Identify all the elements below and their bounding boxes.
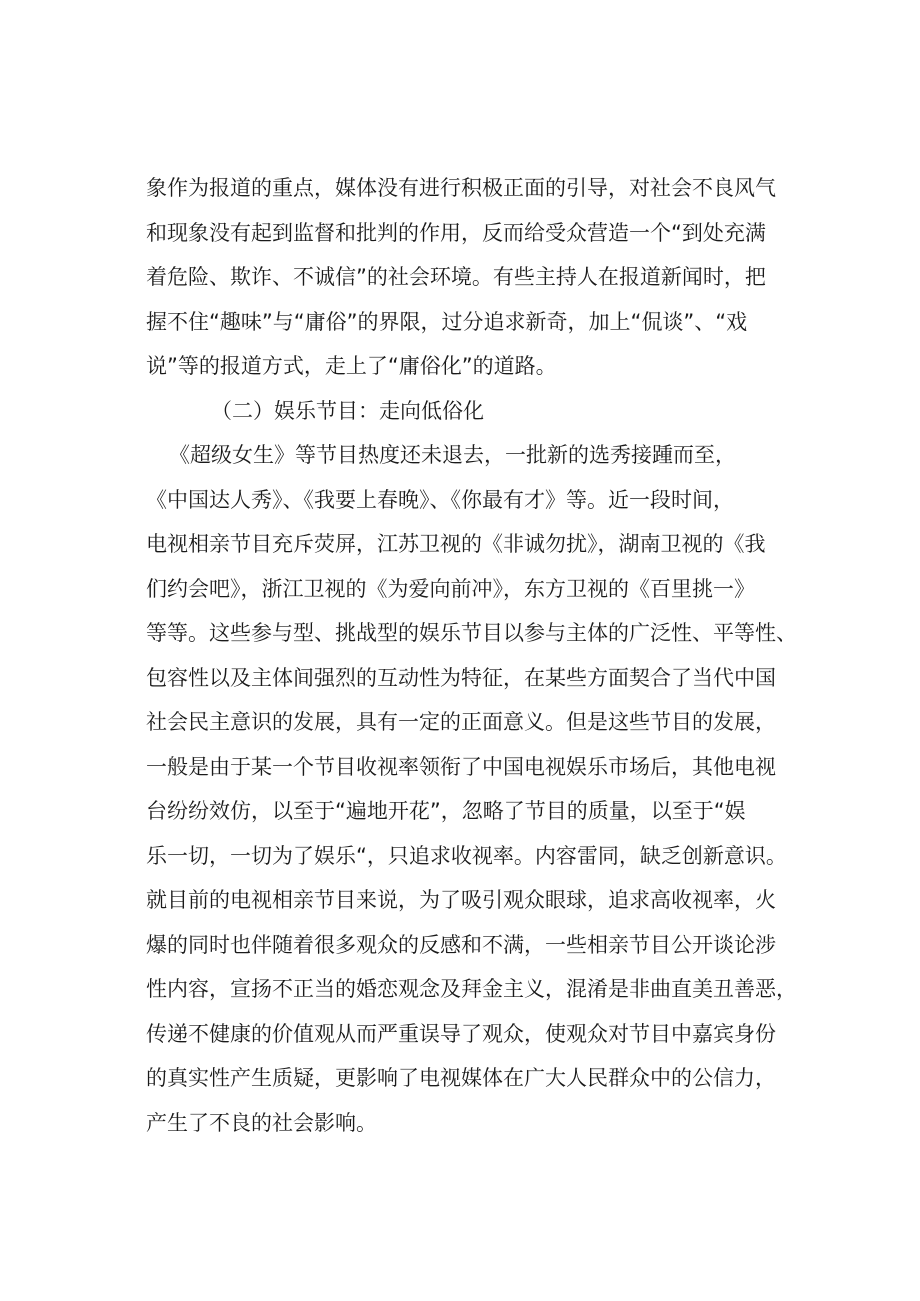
paragraph-1-line-4: 握不住“趣味”与“庸俗”的界限，过分追求新奇，加上“侃谈”、“戏 (146, 310, 748, 334)
paragraph-1-line-1: 象作为报道的重点，媒体没有进行积极正面的引导，对社会不良风气 (146, 176, 776, 200)
paragraph-2-line-6: 包容性以及主体间强烈的互动性为特征，在某些方面契合了当代中国 (146, 666, 776, 690)
paragraph-2-line-4: 们约会吧》，浙江卫视的《为爱向前冲》，东方卫视的《百里挑一》 (146, 577, 755, 601)
paragraph-2-line-14: 传递不健康的价值观从而严重误导了观众，使观众对节目中嘉宾身份 (146, 1022, 776, 1046)
paragraph-2-line-15: 的真实性产生质疑，更影响了电视媒体在广大人民群众中的公信力， (146, 1066, 776, 1090)
paragraph-2-line-5: 等等。这些参与型、挑战型的娱乐节目以参与主体的广泛性、平等性、 (146, 621, 797, 645)
paragraph-2-line-10: 乐一切，一切为了娱乐“，只追求收视率。内容雷同，缺乏创新意识。 (146, 844, 787, 868)
paragraph-1-line-2: 和现象没有起到监督和批判的作用，反而给受众营造一个“到处充满 (146, 221, 766, 245)
paragraph-2-line-1: 《超级女生》等节目热度还未退去，一批新的选秀接踵而至， (169, 443, 736, 467)
paragraph-2-line-2: 《中国达人秀》、《我要上春晚》、《你最有才》等。近一段时间， (146, 488, 734, 512)
paragraph-2-line-3: 电视相亲节目充斥荧屏，江苏卫视的《非诚勿扰》，湖南卫视的《我 (146, 532, 766, 556)
paragraph-2-line-16: 产生了不良的社会影响。 (146, 1111, 377, 1135)
paragraph-2-line-7: 社会民主意识的发展，具有一定的正面意义。但是这些节目的发展， (146, 710, 776, 734)
paragraph-2-line-8: 一般是由于某一个节目收视率领衔了中国电视娱乐市场后，其他电视 (146, 755, 776, 779)
paragraph-2-line-9: 台纷纷效仿，以至于“遍地开花”，忽略了节目的质量，以至于“娱 (146, 799, 746, 823)
paragraph-2-line-13: 性内容，宣扬不正当的婚恋观念及拜金主义，混淆是非曲直美丑善恶， (146, 977, 797, 1001)
section-heading: （二）娱乐节目：走向低俗化 (211, 399, 484, 423)
paragraph-2-line-12: 爆的同时也伴随着很多观众的反感和不满，一些相亲节目公开谈论涉 (146, 933, 776, 957)
paragraph-2-line-11: 就目前的电视相亲节目来说，为了吸引观众眼球，追求高收视率，火 (146, 888, 776, 912)
paragraph-1-line-5: 说”等的报道方式，走上了“庸俗化”的道路。 (146, 354, 557, 378)
paragraph-1-line-3: 着危险、欺诈、不诚信”的社会环境。有些主持人在报道新闻时，把 (146, 265, 766, 289)
